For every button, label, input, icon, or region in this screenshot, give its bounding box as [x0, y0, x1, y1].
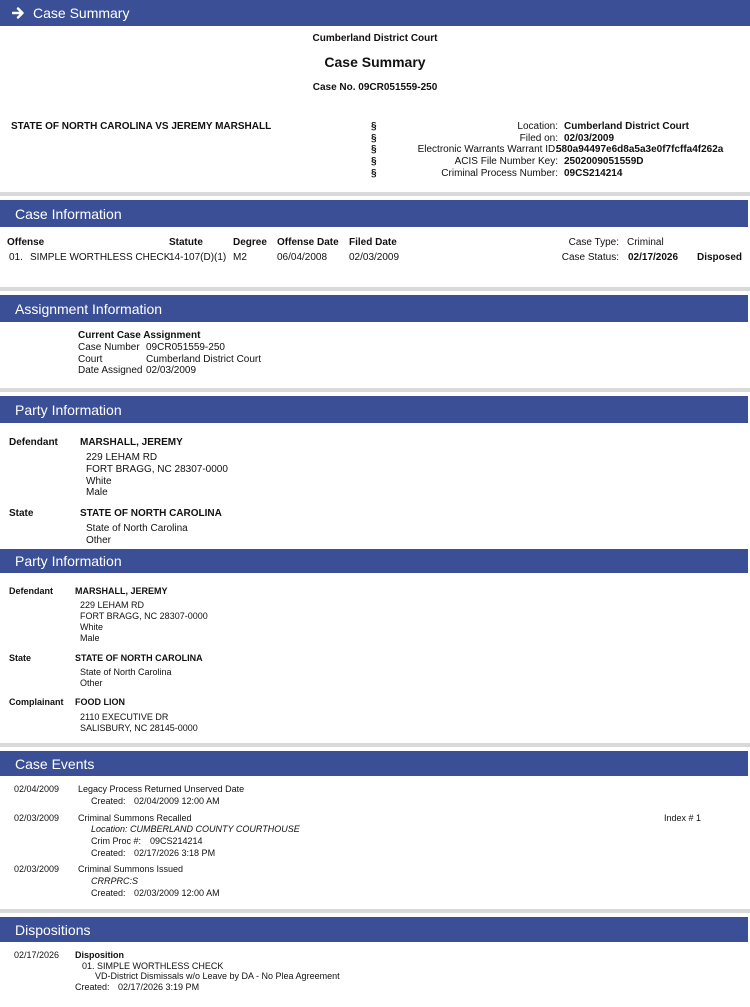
- offense-date-value: 06/04/2008: [277, 252, 328, 263]
- section-symbols: [371, 121, 377, 180]
- defendant-details: [86, 452, 228, 499]
- defendant-role: Defendant: [9, 437, 58, 448]
- dispositions-header: [0, 917, 748, 942]
- case-events-title: Case Events: [15, 755, 95, 772]
- filed-on-label: Filed on:: [519, 132, 558, 144]
- acis-key-label: ACIS File Number Key:: [454, 156, 558, 168]
- section-symbol: §: [371, 167, 377, 179]
- case-information-title: Case Information: [15, 205, 122, 222]
- header-title: Case Summary: [33, 5, 130, 21]
- event-date: 02/03/2009: [14, 813, 60, 823]
- process-number-label: Criminal Process Number:: [441, 167, 558, 179]
- assignment-date: 02/03/2009: [146, 365, 197, 377]
- state-details: [86, 523, 188, 547]
- event-created-label: Created:: [91, 888, 126, 898]
- event-created: 02/03/2009 12:00 AM: [134, 888, 220, 898]
- event-crim-proc: 09CS214214: [150, 836, 203, 846]
- state-type: Other: [86, 534, 112, 546]
- statute-header: Statute: [169, 237, 203, 248]
- assignment-values: [146, 342, 261, 377]
- section-symbol: §: [371, 132, 377, 144]
- event-created: 02/17/2026 3:18 PM: [134, 848, 216, 858]
- divider: [0, 388, 750, 392]
- defendant-sex: Male: [86, 487, 108, 499]
- summary-title: Case Summary: [324, 54, 426, 70]
- event-title: Criminal Summons Issued: [78, 864, 184, 874]
- section-symbol: §: [371, 144, 377, 156]
- assignment-court-label: Court: [78, 353, 103, 365]
- event-crim-proc-label: Crim Proc #:: [91, 836, 142, 846]
- disposition-charge: 01. SIMPLE WORTHLESS CHECK: [82, 961, 224, 971]
- section-symbol: §: [371, 121, 377, 132]
- event-index: Index # 1: [664, 813, 702, 823]
- assignment-title: Assignment Information: [15, 300, 163, 317]
- defendant-name: MARSHALL, JEREMY: [75, 586, 168, 596]
- complainant-role: Complainant: [9, 697, 64, 707]
- case-type-value: Criminal: [627, 237, 664, 248]
- disposition-created-label: Created:: [75, 982, 110, 992]
- defendant-city: FORT BRAGG, NC 28307-0000: [80, 611, 208, 621]
- party-information-header: [0, 396, 748, 423]
- complainant-name: FOOD LION: [75, 697, 125, 707]
- section-symbol: §: [371, 156, 377, 168]
- divider: [0, 287, 750, 291]
- complainant-address: 2110 EXECUTIVE DR: [80, 712, 169, 722]
- case-type-label: Case Type:: [568, 237, 619, 248]
- defendant-name: MARSHALL, JEREMY: [80, 437, 183, 448]
- event-created-label: Created:: [91, 848, 126, 858]
- defendant-sex: Male: [80, 633, 100, 643]
- case-events-header: [0, 751, 748, 776]
- offense-description: SIMPLE WORTHLESS CHECK: [30, 252, 171, 263]
- court-name: Cumberland District Court: [312, 33, 438, 44]
- divider: [0, 909, 750, 913]
- event-created-label: Created:: [91, 796, 126, 806]
- event-date: 02/03/2009: [14, 864, 60, 874]
- state-role: State: [9, 653, 32, 663]
- assignment-labels: [78, 342, 143, 377]
- event-created: 02/04/2009 12:00 AM: [134, 796, 220, 806]
- location-value: Cumberland District Court: [564, 121, 690, 132]
- state-name: STATE OF NORTH CAROLINA: [80, 508, 222, 519]
- degree-value: M2: [233, 252, 247, 263]
- case-status-date: 02/17/2026: [628, 252, 679, 263]
- case-information-header: [0, 200, 748, 227]
- location-label: Location:: [517, 121, 558, 132]
- page-header: [0, 0, 750, 26]
- event-code: CRRPRC:S: [91, 876, 139, 886]
- filed-date-value: 02/03/2009: [349, 252, 400, 263]
- disposition-date: 02/17/2026: [14, 950, 60, 960]
- party-information-title: Party Information: [15, 553, 122, 569]
- state-description: State of North Carolina: [80, 667, 172, 677]
- defendant-role: Defendant: [9, 586, 54, 596]
- event-location: Location: CUMBERLAND COUNTY COURTHOUSE: [91, 824, 300, 834]
- defendant-address: 229 LEHAM RD: [86, 452, 158, 463]
- offense-date-header: Offense Date: [277, 237, 339, 248]
- party-information-title: Party Information: [15, 401, 122, 418]
- state-name: STATE OF NORTH CAROLINA: [75, 653, 203, 663]
- divider: [0, 192, 750, 196]
- summary-labels: [380, 121, 558, 180]
- case-status-label: Case Status:: [561, 252, 619, 263]
- warrant-id-value: 580a94497e6d8a5a3e0f7fcffa4f262a: [556, 144, 724, 156]
- complainant-city: SALISBURY, NC 28145-0000: [80, 723, 198, 733]
- assignment-case-number: 09CR051559-250: [146, 342, 225, 353]
- defendant-details: [80, 600, 208, 644]
- case-number: Case No. 09CR051559-250: [312, 82, 438, 93]
- degree-header: Degree: [233, 237, 267, 248]
- filed-on-value: 02/03/2009: [564, 132, 615, 144]
- acis-key-value: 2502009051559D: [564, 156, 644, 168]
- offense-number: 01.: [9, 252, 23, 263]
- defendant-race: White: [86, 475, 112, 487]
- case-status-value: Disposed: [697, 252, 743, 263]
- arrow-right-icon: [12, 7, 25, 19]
- disposition-heading: Disposition: [75, 950, 124, 960]
- divider: [0, 743, 750, 747]
- event-date: 02/04/2009: [14, 784, 60, 794]
- assignment-case-number-label: Case Number: [78, 342, 140, 353]
- state-details: [80, 667, 172, 689]
- assignment-header: [0, 295, 748, 322]
- disposition-result: VD-District Dismissals w/o Leave by DA - No Plea Agreement: [95, 971, 340, 981]
- dispositions-title: Dispositions: [15, 921, 91, 938]
- state-role: State: [9, 508, 34, 519]
- current-assignment-heading: Current Case Assignment: [78, 330, 201, 341]
- warrant-id-label: Electronic Warrants Warrant ID:: [417, 144, 558, 156]
- complainant-details: [80, 712, 198, 734]
- event-title: Criminal Summons Recalled: [78, 813, 192, 823]
- statute-value: 14-107(D)(1): [169, 252, 227, 263]
- state-type: Other: [80, 678, 103, 688]
- assignment-court: Cumberland District Court: [146, 353, 262, 365]
- state-description: State of North Carolina: [86, 523, 188, 534]
- filed-date-header: Filed Date: [349, 237, 397, 248]
- offense-header: Offense: [7, 237, 45, 248]
- disposition-created: 02/17/2026 3:19 PM: [118, 982, 200, 992]
- defendant-race: White: [80, 622, 104, 632]
- case-style: STATE OF NORTH CAROLINA VS JEREMY MARSHALL: [11, 121, 272, 132]
- event-title: Legacy Process Returned Unserved Date: [78, 784, 245, 794]
- summary-values: [556, 121, 724, 180]
- process-number-value: 09CS214214: [564, 167, 623, 179]
- party-information-header: [0, 549, 748, 573]
- defendant-address: 229 LEHAM RD: [80, 600, 145, 610]
- defendant-city: FORT BRAGG, NC 28307-0000: [86, 463, 228, 475]
- assignment-date-label: Date Assigned: [78, 365, 143, 377]
